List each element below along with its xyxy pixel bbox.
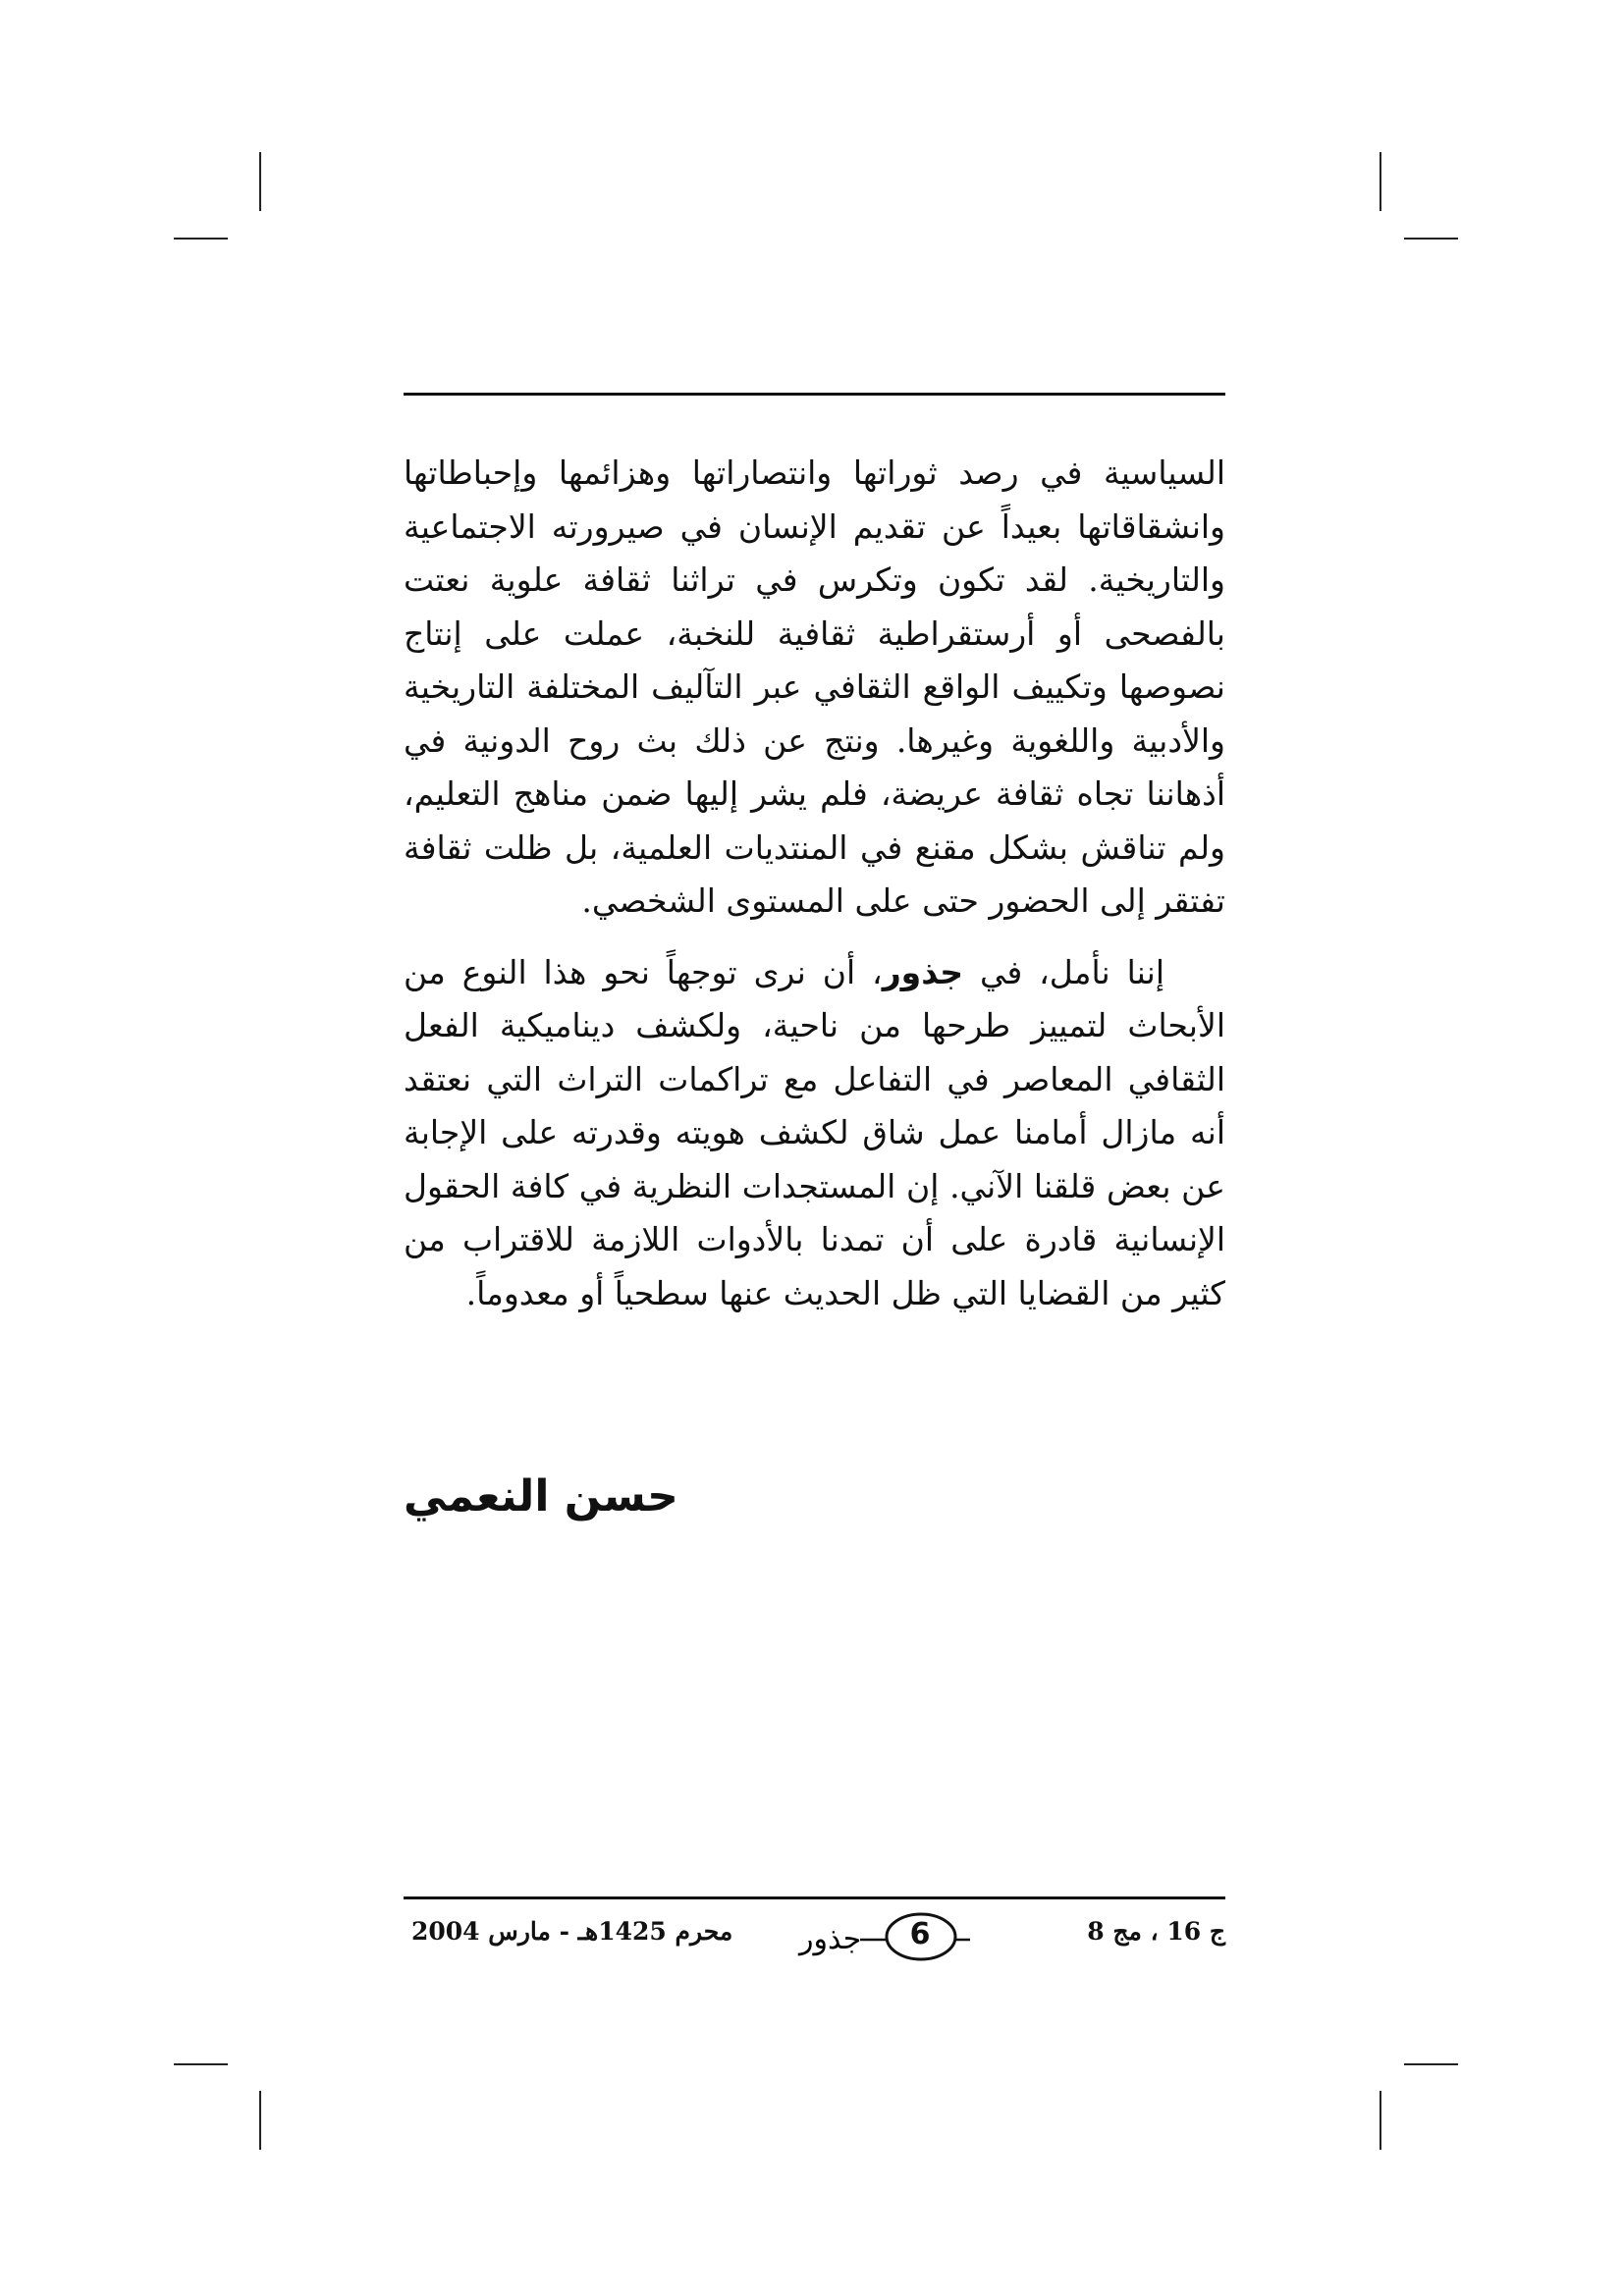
header-rule — [404, 393, 1225, 396]
author-signature: حسن النعمي — [404, 1471, 678, 1522]
issue-date: محرم 1425هـ - مارس 2004 — [411, 1917, 733, 1946]
journal-logo-text: جذور — [799, 1922, 862, 1956]
crop-mark — [1380, 152, 1381, 211]
crop-mark — [1380, 2091, 1381, 2150]
crop-mark — [259, 2091, 261, 2150]
crop-mark — [1404, 238, 1458, 240]
footer — [404, 1909, 1225, 1978]
crop-mark — [174, 238, 228, 240]
page-number: 6 — [909, 1917, 931, 1951]
crop-mark — [174, 2063, 228, 2065]
paragraph-2 — [404, 946, 1225, 1321]
crop-mark — [259, 152, 261, 211]
crop-mark — [1404, 2063, 1458, 2065]
article-body — [404, 447, 1225, 1320]
footer-rule — [404, 1896, 1225, 1899]
paragraph-1: السياسية في رصد ثوراتها وانتصاراتها وهزائمها وإحباطاتها وانشقاقاتها بعيداً عن تقديم الإنسان في صيرورته الاجتماعية والتاريخية. لقد تكون وتكرس في تراثنا ثقافة علوية نعتت بالفصحى أو أرستقراطية ثقافية للنخبة، عملت على إنتاج نصوصها وتكييف الواقع الثقافي عبر التآليف المختلفة التاريخية والأدبية واللغوية وغيرها. ونتج عن ذلك بث روح الدونية في أذهاننا تجاه ثقافة عريضة، فلم يشر إليها ضمن مناهج التعليم، ولم تناقش بشكل مقنع في المنتديات العلمية، بل ظلت ثقافة تفتقر إلى الحضور حتى على المستوى الشخصي. — [404, 454, 1225, 920]
paragraph-2-rest: ، أن نرى توجهاً نحو هذا النوع من الأبحاث لتمييز طرحها من ناحية، ولكشف ديناميكية الفعل الثقافي المعاصر في التفاعل مع تراكمات التراث التي نعتقد أنه مازال أمامنا عمل شاق لكشف هويته وقدرته على الإجابة عن بعض قلقنا الآني. إن المستجدات النظرية في كافة الحقول الإنسانية قادرة على أن تمدنا بالأدوات اللازمة للاقتراب من كثير من القضايا التي ظل الحديث عنها سطحياً أو معدوماً. — [404, 952, 1225, 1312]
journal-name: جذور — [882, 952, 964, 991]
issue-info: ج 16 ، مج 8 — [1087, 1917, 1225, 1946]
paragraph-2-start: إننا نأمل، في — [979, 952, 1164, 991]
